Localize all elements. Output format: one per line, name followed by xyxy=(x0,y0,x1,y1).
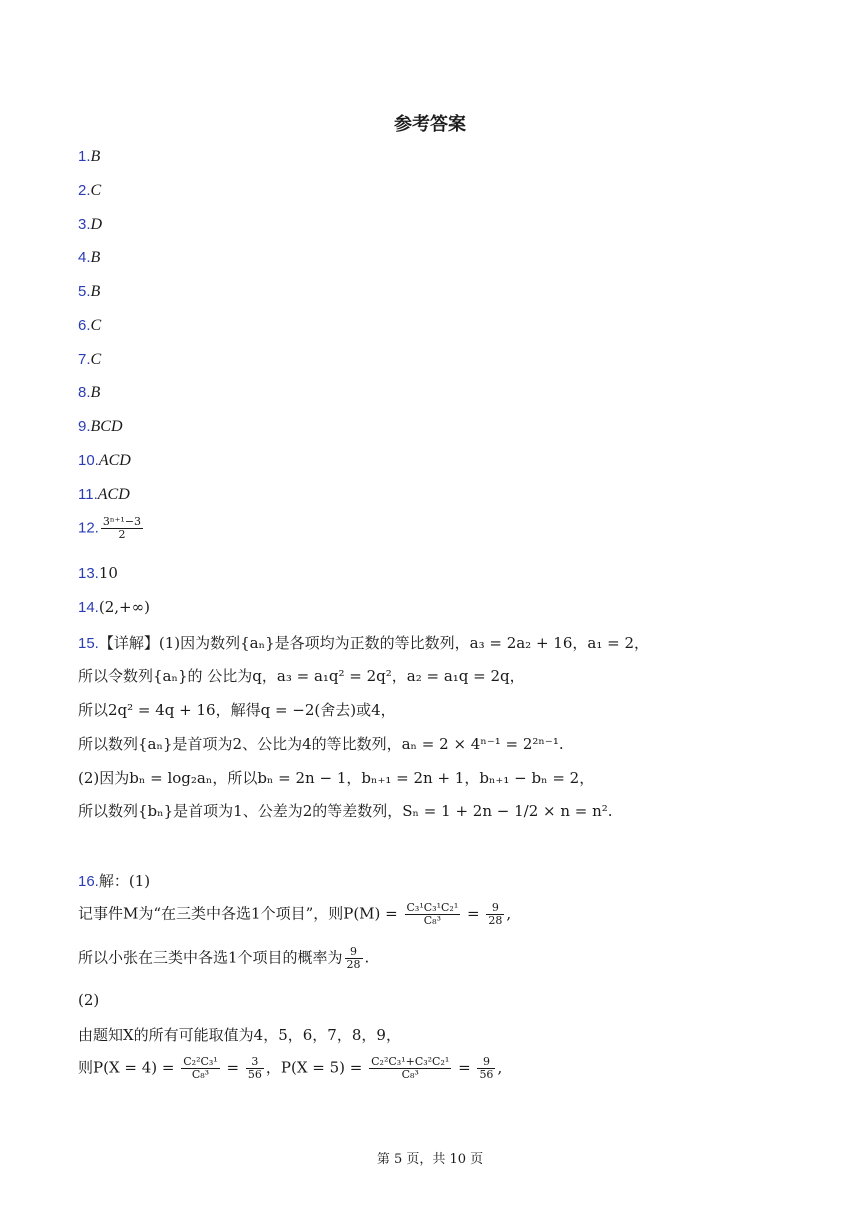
answer-number: 6. xyxy=(78,317,91,334)
fraction-numerator: 3 xyxy=(246,1056,264,1069)
page-title: 参考答案 xyxy=(394,114,466,135)
fraction-denominator: 56 xyxy=(479,1068,494,1082)
solution-16-line xyxy=(78,1056,502,1081)
fraction-numerator: C₃¹C₃¹C₂¹ xyxy=(406,901,459,914)
answer-number: 2. xyxy=(78,182,91,199)
answer-item xyxy=(78,282,100,301)
page-footer: 第 5 页，共 10 页 xyxy=(376,1152,484,1167)
solution-15-line: 所以数列{bₙ}是首项为1、公差为2的等差数列，Sₙ = 1 + 2n − 1/2 × n = n². xyxy=(78,802,613,820)
fraction-denominator: 28 xyxy=(346,958,361,972)
solution-text: 所以小张在三类中各选1个项目的概率为 xyxy=(78,948,343,967)
solution-16-head xyxy=(78,870,150,891)
fraction-numerator: 9 xyxy=(345,946,363,959)
fraction-numerator: 9 xyxy=(486,902,504,915)
solution-15-line: (2)因为bₙ = log₂aₙ，所以bₙ = 2n − 1，bₙ₊₁ = 2n + 1，bₙ₊₁ − bₙ = 2， xyxy=(78,769,595,787)
fraction-numerator: 3ⁿ⁺¹−3 xyxy=(102,515,142,528)
answer-value: ACD xyxy=(98,452,131,469)
punctuation: , xyxy=(497,1058,503,1077)
answer-number: 12. xyxy=(78,519,99,537)
solution-text: 记事件M为“在三类中各选1个项目”，则P(M) = xyxy=(78,904,398,923)
equals-sign: = xyxy=(467,904,480,923)
solution-15-line: 所以数列{aₙ}是首项为2、公比为4的等比数列，aₙ = 2 × 4ⁿ⁻¹ = 2²ⁿ⁻¹. xyxy=(78,735,564,753)
answer-item xyxy=(78,383,100,402)
answer-number: 13. xyxy=(78,565,99,582)
answer-number: 9. xyxy=(78,418,91,435)
answer-item xyxy=(78,248,100,267)
answer-number: 1. xyxy=(78,148,91,165)
answer-number: 15. xyxy=(78,635,99,652)
answer-value: C xyxy=(90,317,102,334)
fraction-denominator: C₈³ xyxy=(191,1068,210,1082)
answer-item xyxy=(78,316,101,335)
solution-15-line xyxy=(78,632,649,653)
answer-item-13 xyxy=(78,564,118,582)
fraction xyxy=(101,516,143,541)
fraction-numerator: C₂²C₃¹ xyxy=(183,1055,218,1068)
fraction-denominator: 56 xyxy=(247,1068,262,1082)
fraction xyxy=(477,1056,495,1081)
solution-text: ，P(X = 5) = xyxy=(265,1058,363,1077)
fraction xyxy=(405,902,461,927)
fraction-numerator: 9 xyxy=(477,1056,495,1069)
answer-number: 16. xyxy=(78,873,99,890)
punctuation: , xyxy=(506,904,512,923)
answer-item xyxy=(78,451,131,470)
fraction-numerator: C₂²C₃¹+C₃²C₂¹ xyxy=(371,1055,450,1068)
answer-value: BCD xyxy=(90,418,123,435)
answer-item xyxy=(78,350,101,369)
answer-value: ACD xyxy=(97,486,130,503)
equals-sign: = xyxy=(458,1058,471,1077)
solution-text: 则P(X = 4) = xyxy=(78,1058,175,1077)
fraction xyxy=(345,946,363,971)
answer-value: D xyxy=(90,216,103,233)
answer-item xyxy=(78,485,130,504)
solution-text: 解：(1) xyxy=(98,872,151,890)
fraction xyxy=(181,1056,219,1081)
answer-value: C xyxy=(90,182,102,199)
answer-value: (2,+∞) xyxy=(98,598,150,616)
answer-number: 10. xyxy=(78,452,99,469)
solution-15-line: 所以令数列{aₙ}的 公比为q，a₃ = a₁q² = 2q²，a₂ = a₁q = 2q， xyxy=(78,667,525,685)
fraction xyxy=(246,1056,264,1081)
answer-value: B xyxy=(90,148,101,165)
answer-number: 4. xyxy=(78,249,91,266)
solution-16-part2: (2) xyxy=(78,991,100,1009)
solution-16-line xyxy=(78,946,369,971)
solution-15-line: 所以2q² = 4q + 16，解得q = −2(舍去)或4， xyxy=(78,701,396,719)
answer-item xyxy=(78,181,101,200)
answer-number: 5. xyxy=(78,283,91,300)
fraction xyxy=(369,1056,451,1081)
answer-value: B xyxy=(90,283,101,300)
answer-number: 8. xyxy=(78,384,91,401)
answer-value: B xyxy=(90,249,101,266)
answer-value: 10 xyxy=(98,564,118,582)
answer-number: 14. xyxy=(78,599,99,616)
answer-value: B xyxy=(90,384,101,401)
solution-16-line xyxy=(78,902,511,927)
answer-item-12 xyxy=(78,516,145,541)
fraction-denominator: 28 xyxy=(488,914,503,928)
answer-item xyxy=(78,147,100,166)
answer-item-14 xyxy=(78,598,150,616)
answer-number: 11. xyxy=(78,486,98,503)
answer-number: 3. xyxy=(78,216,91,233)
answer-item xyxy=(78,215,102,234)
answer-item xyxy=(78,417,123,436)
solution-text: 【详解】(1)因为数列{aₙ}是各项均为正数的等比数列，a₃ = 2a₂ + 16，a₁ = 2， xyxy=(98,634,649,652)
equals-sign: = xyxy=(226,1058,240,1077)
answer-value: C xyxy=(90,351,102,368)
fraction xyxy=(486,902,504,927)
fraction-denominator: C₈³ xyxy=(401,1068,419,1082)
solution-16-line: 由题知X的所有可能取值为4，5，6，7，8，9， xyxy=(78,1026,401,1044)
punctuation: . xyxy=(364,948,370,967)
answer-number: 7. xyxy=(78,351,91,368)
fraction-denominator: 2 xyxy=(118,528,126,542)
fraction-denominator: C₈³ xyxy=(423,914,441,928)
